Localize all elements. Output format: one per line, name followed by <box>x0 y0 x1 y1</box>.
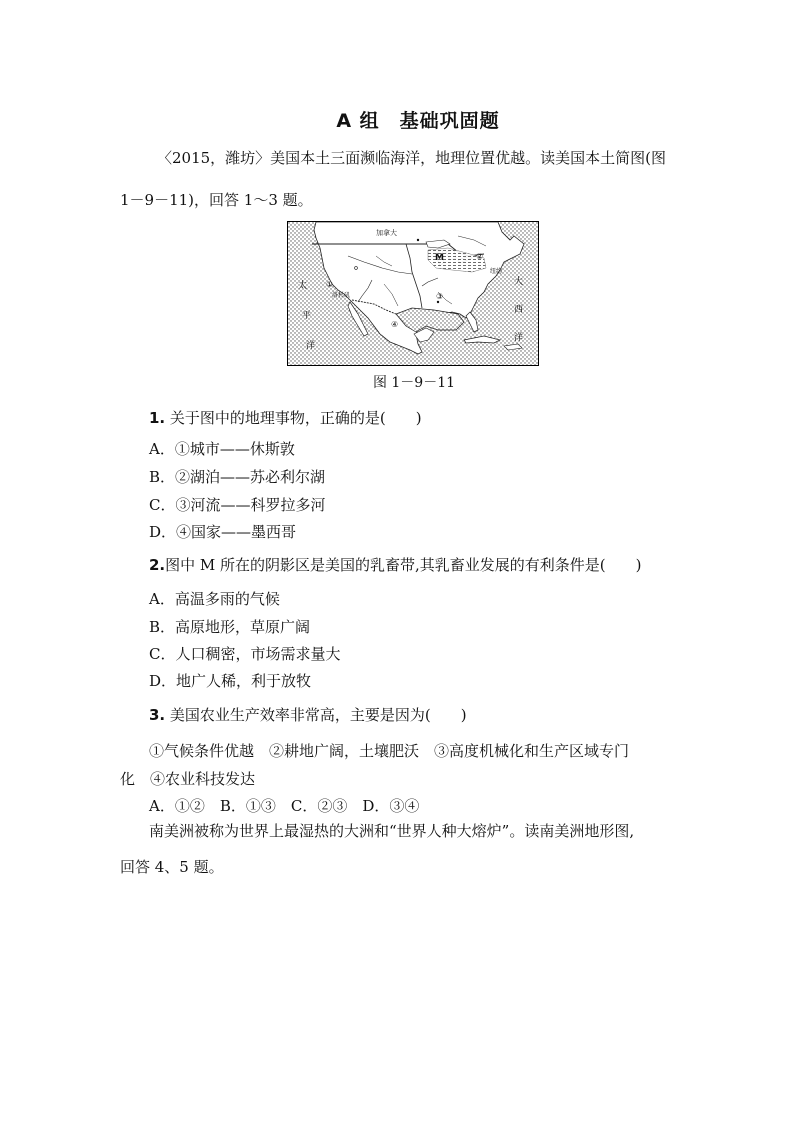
question-1-option-c: C．③河流——科罗拉多河 <box>149 496 326 514</box>
question-3-text: 美国农业生产效率非常高，主要是因为( ) <box>169 706 467 724</box>
us-map-svg <box>288 222 539 366</box>
question-3-number: 3. <box>149 706 166 724</box>
section-title: A 组 基础巩固题 <box>336 110 500 132</box>
question-1-option-d: D．④国家——墨西哥 <box>149 523 297 541</box>
question-1-text: 关于图中的地理事物，正确的是( ) <box>169 409 422 427</box>
question-1-number: 1. <box>149 409 166 427</box>
map-label-m: M <box>435 253 444 263</box>
outro-line-1: 南美洲被称为世界上最湿热的大洲和“世界人种大熔炉”。读南美洲地形图, <box>149 822 635 840</box>
map-label-marker-2: ② <box>476 252 484 261</box>
question-2-option-a: A．高温多雨的气候 <box>149 590 280 608</box>
figure-caption: 图 1－9－11 <box>372 375 456 391</box>
intro-line-1: 〈2015，潍坊〉美国本土三面濒临海洋，地理位置优越。读美国本土简图(图 <box>157 149 667 167</box>
question-2-text: 图中 M 所在的阴影区是美国的乳畜带,其乳畜业发展的有利条件是( ) <box>165 556 642 574</box>
question-2-option-b: B．高原地形，草原广阔 <box>149 618 311 636</box>
question-1-stem <box>149 408 422 428</box>
map-label-atlantic-1: 大 <box>514 277 524 287</box>
canada-border-dot <box>417 239 419 241</box>
map-label-marker-3: ③ <box>436 292 444 301</box>
map-label-atlantic-2: 西 <box>514 305 524 315</box>
question-2-option-c: C．人口稠密，市场需求量大 <box>149 645 341 663</box>
map-label-marker-1: ① <box>326 280 334 289</box>
intro-line-2: 1－9－11)，回答 1～3 题。 <box>120 191 313 209</box>
question-3-answer-options: A．①② B．①③ C．②③ D．③④ <box>149 797 420 815</box>
map-label-pacific-2: 平 <box>302 311 312 321</box>
question-1-option-b: B．②湖泊——苏必利尔湖 <box>149 468 326 486</box>
map-label-canada: 加拿大 <box>376 229 397 237</box>
question-3-stem <box>149 705 467 725</box>
map-label-atlantic-3: 洋 <box>514 333 524 343</box>
map-label-pacific-3: 洋 <box>306 341 316 351</box>
question-3-statements-line-1: ①气候条件优越 ②耕地广阔，土壤肥沃 ③高度机械化和生产区域专门 <box>149 742 630 760</box>
question-3-statements-line-2: 化 ④农业科技发达 <box>120 770 256 788</box>
question-2-option-d: D．地广人稀，利于放牧 <box>149 672 312 690</box>
map-label-pacific-1: 太 <box>298 281 308 291</box>
question-2-stem <box>149 555 642 575</box>
question-1-option-a: A．①城市——休斯敦 <box>149 440 295 458</box>
map-label-marker-4: ④ <box>391 320 399 329</box>
city-dot-south <box>437 301 439 303</box>
us-map-figure <box>287 221 539 366</box>
map-label-city: 洛杉矶 <box>332 292 351 299</box>
outro-line-2: 回答 4、5 题。 <box>120 858 224 876</box>
question-2-number: 2. <box>149 556 166 574</box>
map-label-east-city: 纽约 <box>490 268 503 275</box>
